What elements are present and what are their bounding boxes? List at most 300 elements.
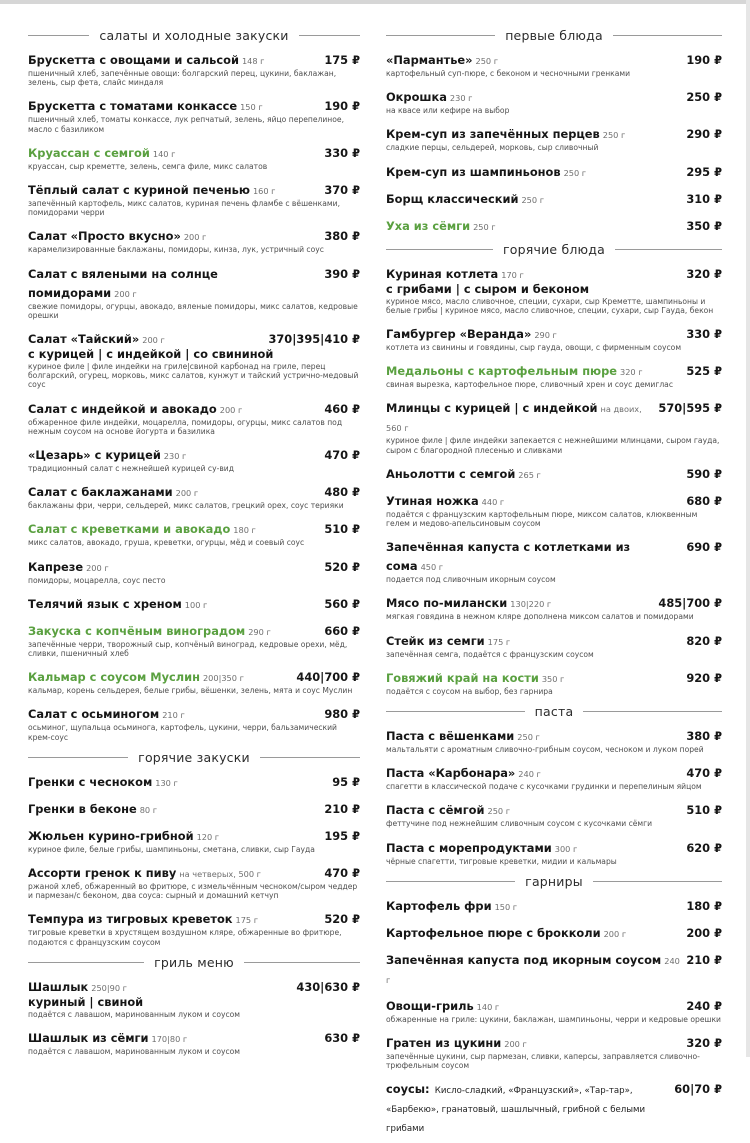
menu-item	[386, 49, 722, 78]
menu-item-price: 180 ₽	[686, 898, 722, 913]
menu-item-weight: 130|220 г	[510, 599, 552, 610]
menu-item-heading	[386, 799, 510, 818]
top-edge-shadow	[0, 0, 750, 4]
menu-item-heading	[386, 762, 541, 781]
right-column	[386, 24, 722, 1143]
menu-item	[386, 123, 722, 152]
menu-item-row	[386, 799, 722, 818]
menu-item	[386, 667, 722, 696]
menu-item-weight: 120 г	[196, 831, 220, 842]
menu-item-name: Картофельное пюре с брокколи	[386, 925, 601, 940]
menu-item-weight: 200 г	[114, 288, 137, 299]
menu-item-name: Брускетта с томатами конкассе	[28, 99, 238, 114]
menu-item	[28, 666, 360, 695]
menu-item-heading	[28, 444, 186, 463]
menu-item-name: Уха из сёмги	[386, 218, 471, 233]
menu-item-heading	[386, 922, 626, 941]
menu-item-price: 525 ₽	[686, 364, 722, 379]
menu-item-name: Куриная котлета	[386, 266, 499, 281]
menu-item-price: 510 ₽	[324, 522, 360, 537]
menu-item-name: Млинцы с курицей | с индейкой	[386, 401, 598, 416]
menu-item	[386, 837, 722, 866]
menu-item-row	[386, 667, 722, 686]
menu-item-heading	[28, 263, 320, 301]
sauces-label: соусы:	[386, 1082, 430, 1097]
menu-item	[386, 995, 722, 1024]
menu-item-heading	[386, 397, 654, 435]
menu-item-row	[386, 630, 722, 649]
menu-item-name: Темпура из тигровых креветок	[28, 912, 233, 927]
section-header	[386, 874, 722, 889]
menu-item	[28, 179, 360, 217]
menu-item-description: на квасе или кефире на выбор	[386, 106, 510, 116]
menu-item	[28, 862, 360, 900]
menu-item-heading	[386, 837, 577, 856]
menu-item-price: 520 ₽	[324, 559, 360, 574]
menu-item-description: картофельный суп-пюре, с беконом и чесночными гренками	[386, 69, 631, 78]
menu-item-heading	[386, 360, 643, 379]
menu-item-description: обжаренные на гриле: цукини, баклажан, шампиньоны, черри и кедровые орешки	[386, 1014, 721, 1024]
section-divider	[299, 35, 360, 36]
menu-item-heading	[386, 630, 510, 649]
section-divider	[28, 35, 89, 36]
menu-item	[28, 703, 360, 741]
menu-item-description: спагетти в классической подаче с кусочками грудинки и перепелиным яйцом	[386, 782, 702, 792]
menu-item-heading	[28, 593, 207, 612]
menu-item-weight: 200 г	[603, 928, 627, 939]
menu-item-price: 570|595 ₽	[658, 401, 722, 416]
menu-item-description: подаётся с лавашом, маринованным луком и соусом	[28, 1047, 241, 1057]
menu-item-heading	[386, 592, 551, 611]
menu-item-name: Салат с вялеными на солнце помидорами	[28, 266, 218, 300]
menu-item-name: Паста с вёшенками	[386, 729, 515, 744]
menu-item	[28, 444, 360, 473]
menu-item-weight: 250 г	[517, 732, 540, 743]
menu-item-weight: на двоих, 560 г	[386, 404, 642, 434]
menu-item-weight: 200 г	[175, 488, 199, 499]
menu-item-description: подаётся с лавашом, маринованным луком и соусом	[28, 1009, 241, 1019]
menu-item-row	[28, 556, 360, 575]
menu-item-name: Гренки в беконе	[28, 801, 137, 816]
menu-item-price: 240 ₽	[686, 998, 722, 1013]
menu-item-weight: 210 г	[162, 710, 185, 721]
menu-item-name: Паста «Карбонара»	[386, 766, 516, 781]
menu-item	[28, 142, 360, 171]
menu-item-heading	[386, 667, 564, 686]
menu-item-weight: 150 г	[240, 102, 263, 113]
menu-item-row	[28, 444, 360, 463]
menu-item	[28, 908, 360, 946]
menu-item-row	[386, 1032, 722, 1051]
menu-item-row	[28, 263, 360, 301]
menu-item-name: Паста с морепродуктами	[386, 840, 552, 855]
sauces-item	[386, 1078, 722, 1135]
menu-item-row	[28, 862, 360, 881]
menu-item	[386, 360, 722, 389]
menu-item-row	[28, 908, 360, 927]
menu-item-weight: 320 г	[620, 367, 643, 378]
menu-item-price: 320 ₽	[686, 1036, 722, 1051]
menu-item-price: 370|395|410 ₽	[268, 332, 360, 347]
menu-item-heading	[386, 215, 496, 234]
menu-item-weight: 175 г	[235, 915, 259, 926]
menu-item-weight: 200 г	[219, 404, 243, 415]
menu-item-row	[28, 666, 360, 685]
menu-item-name: Салат с креветками и авокадо	[28, 522, 231, 537]
menu-item	[386, 397, 722, 454]
menu-item-description: запечённые цукини, сыр пармезан, сливки, каперсы, заправляется сливочно-трюфельным соусом	[386, 1052, 700, 1071]
menu-item-description: карамелизированные баклажаны, помидоры, кинза, лук, устричный соус	[28, 245, 324, 255]
menu-item-description: кальмар, корень сельдерея, белые грибы, вёшенки, зелень, мята и соус Муслин	[28, 686, 353, 696]
menu-item-description: феттучине под нежнейшим сливочным соусом с кусочками сёмги	[386, 819, 653, 829]
menu-item	[386, 762, 722, 791]
menu-item-description: котлета из свинины и говядины, сыр гауда, овощи, с фирменным соусом	[386, 343, 682, 353]
menu-item-description: круассан, сыр креметте, зелень, семга филе, микс салатов	[28, 161, 268, 171]
menu-item-heading	[28, 620, 271, 639]
menu-item-row	[386, 837, 722, 856]
menu-item	[386, 725, 722, 754]
menu-item-row	[386, 949, 722, 987]
menu-item-row	[386, 360, 722, 379]
menu-item-row	[28, 976, 360, 995]
menu-item-row	[386, 762, 722, 781]
menu-item-row	[386, 215, 722, 234]
menu-item-heading	[386, 123, 625, 142]
section-divider	[386, 711, 525, 712]
menu-item	[28, 556, 360, 585]
menu-item-price: 690 ₽	[686, 540, 722, 555]
menu-item-name: «Пармантье»	[386, 53, 473, 67]
menu-item-price: 460 ₽	[324, 401, 360, 416]
menu-item-heading	[28, 518, 256, 537]
menu-item-price: 250 ₽	[686, 90, 722, 105]
menu-item-variants: с курицей | с индейкой | со свининой	[28, 347, 274, 362]
menu-item	[386, 799, 722, 828]
menu-item-row	[28, 49, 360, 68]
menu-item-heading	[386, 895, 517, 914]
menu-item-weight: 240 г	[386, 955, 680, 985]
sauces-list: Кисло-сладкий, «Французский», «Тар-тар», «Барбекю», гранатовый, шашлычный, грибной с белыми грибами	[386, 1086, 646, 1135]
menu-item-heading	[28, 142, 175, 161]
menu-item-name: Кальмар с соусом Муслин	[28, 670, 200, 685]
menu-item-row	[28, 620, 360, 639]
menu-item-weight: 150 г	[494, 901, 518, 912]
menu-item-description: подаётся с соусом на выбор, без гарнира	[386, 686, 553, 696]
section-divider	[583, 711, 722, 712]
menu-item-price: 380 ₽	[324, 229, 360, 244]
menu-item	[386, 630, 722, 659]
menu-item-row	[386, 463, 722, 482]
menu-item-name: Аньолотти с семгой	[386, 466, 516, 481]
menu-item-heading	[28, 798, 157, 817]
section-divider	[244, 962, 360, 963]
menu-item-description: куриное мясо, масло сливочное, специи, сухари, сыр Креметте, шампиньоны и белые грибы | куриное мясо, масло сливочное, специи, сухари, сыр Гауда, бекон	[386, 296, 714, 315]
menu-item-description: ржаной хлеб, обжаренный во фритюре, с измельчённым чесноком/сыром чеддер и пармезан/с беконом, два соуса: сырный и домашний кетчуп	[28, 882, 358, 901]
menu-item-weight: 230 г	[449, 93, 473, 104]
menu-item	[386, 263, 722, 315]
menu-item-price: 630 ₽	[324, 1031, 360, 1046]
menu-item	[28, 481, 360, 510]
menu-item-price: 175 ₽	[324, 53, 360, 67]
menu-item	[386, 86, 722, 115]
section-title: первые блюда	[505, 28, 603, 43]
section-title: паста	[534, 704, 574, 720]
menu-item	[28, 593, 360, 612]
menu-item-row	[386, 536, 722, 574]
menu-item-weight: 230 г	[163, 451, 187, 462]
menu-item-heading	[28, 976, 127, 995]
menu-item-description: куриное филе, белые грибы, шампиньоны, сметана, сливки, сыр Гауда	[28, 844, 315, 854]
menu-item-name: Крем-суп из запечённых перцев	[386, 127, 600, 142]
menu-item	[386, 323, 722, 352]
menu-item-weight: 350 г	[541, 673, 565, 684]
menu-item-weight: 200 г	[86, 562, 109, 573]
menu-item-row	[386, 995, 722, 1014]
menu-item-description: традиционный салат с нежнейшей курицей су-вид	[28, 464, 234, 474]
menu-item-price: 370 ₽	[324, 183, 360, 198]
left-column	[28, 24, 360, 1064]
menu-item-description: запечённая семга, подаётся с французским соусом	[386, 649, 594, 659]
menu-item-price: 485|700 ₽	[658, 596, 722, 611]
menu-item-row	[28, 179, 360, 198]
menu-item-row	[28, 593, 360, 612]
menu-item-heading	[28, 49, 264, 68]
menu-item-weight: 200 г	[504, 1039, 527, 1050]
menu-item-heading	[28, 556, 109, 575]
menu-item-variants: куриный | свиной	[28, 994, 144, 1009]
section-header	[386, 242, 722, 257]
menu-item-heading	[28, 666, 244, 685]
menu-item-price: 200 ₽	[686, 925, 722, 940]
menu-item-price: 660 ₽	[324, 623, 360, 638]
menu-item-price: 320 ₽	[686, 266, 722, 281]
menu-item-row	[386, 188, 722, 207]
menu-item-name: Гратен из цукини	[386, 1036, 502, 1051]
section-header	[28, 955, 360, 970]
menu-item-price: 510 ₽	[686, 803, 722, 818]
menu-item-name: Салат «Просто вкусно»	[28, 229, 181, 244]
menu-item	[386, 215, 722, 234]
menu-item-description: свиная вырезка, картофельное пюре, сливочный хрен и соус демиглас	[386, 380, 674, 390]
menu-item-heading	[386, 263, 524, 282]
menu-item-price: 520 ₽	[324, 912, 360, 927]
menu-item-weight: 240 г	[518, 769, 541, 780]
menu-item-row	[28, 771, 360, 790]
menu-item-row	[386, 490, 722, 509]
menu-item-weight: 450 г	[420, 562, 444, 573]
menu-item-price: 480 ₽	[324, 485, 360, 500]
menu-item-heading	[28, 908, 258, 927]
menu-item-heading	[386, 463, 541, 482]
menu-item-price: 680 ₽	[686, 493, 722, 508]
menu-item-weight: 200|350 г	[202, 673, 244, 684]
menu-item-name: Утиная ножка	[386, 493, 479, 508]
menu-item-heading	[386, 995, 499, 1014]
menu-item	[28, 1027, 360, 1056]
section-header	[28, 28, 360, 43]
menu-item-row	[386, 725, 722, 744]
menu-item-heading	[28, 703, 185, 722]
menu-item-description: чёрные спагетти, тигровые креветки, мидии и кальмары	[386, 856, 617, 866]
menu-item-name: Тёплый салат с куриной печенью	[28, 183, 250, 198]
menu-item-description: подаётся с французским картофельным пюре, миксом салатов, клюквенным гелем и медово-апельсиновым соусом	[386, 509, 698, 529]
section-divider	[613, 35, 722, 36]
menu-item-row	[28, 142, 360, 161]
menu-item-weight: 200 г	[183, 232, 207, 243]
menu-item-row	[28, 1027, 360, 1046]
menu-item-heading	[386, 188, 544, 207]
menu-item-heading	[386, 161, 586, 180]
menu-item-name: Жюльен курино-грибной	[28, 828, 194, 843]
menu-item-heading	[386, 949, 682, 987]
menu-item-heading	[386, 323, 557, 342]
menu-item-row	[386, 161, 722, 180]
menu-item-row	[28, 703, 360, 722]
menu-item-row	[386, 895, 722, 914]
menu-item-name: Стейк из семги	[386, 633, 485, 648]
menu-item-heading	[28, 328, 165, 347]
menu-item-weight: 250 г	[563, 167, 587, 178]
menu-item	[386, 463, 722, 482]
menu-item	[28, 798, 360, 817]
menu-item-weight: 250|90 г	[91, 982, 127, 993]
menu-item-heading	[28, 825, 219, 844]
menu-item-weight: 250 г	[473, 221, 496, 232]
menu-item-row	[386, 323, 722, 342]
menu-item-price: 210 ₽	[324, 801, 360, 816]
section-divider	[28, 757, 128, 758]
menu-item	[386, 592, 722, 621]
menu-item-name: Крем-суп из шампиньонов	[386, 164, 561, 179]
menu-item-description: обжаренное филе индейки, моцарелла, помидоры, огурцы, микс салатов под нежным соусом на основе йогурта и базилика	[28, 417, 343, 436]
menu-item-description: мальтальяти с ароматным сливочно-грибным соусом, чесноком и луком порей	[386, 745, 704, 755]
menu-item-row	[28, 518, 360, 537]
menu-item	[28, 328, 360, 390]
menu-item-weight: 250 г	[475, 56, 499, 66]
menu-item-weight: 250 г	[521, 194, 545, 205]
menu-item-price: 190 ₽	[324, 99, 360, 114]
menu-item-name: Гамбургер «Веранда»	[386, 327, 532, 342]
menu-item-price: 310 ₽	[686, 191, 722, 206]
menu-item-price: 210 ₽	[686, 952, 722, 967]
right-edge-shadow	[746, 0, 750, 1057]
menu-item	[28, 263, 360, 320]
menu-item-price: 330 ₽	[324, 145, 360, 160]
section-title: горячие закуски	[138, 749, 250, 765]
menu-item-heading	[386, 86, 472, 105]
menu-item-name: Салат «Тайский»	[28, 332, 140, 347]
menu-item-description: куриное филе | филе индейки на гриле|свиной карбонад на гриле, перец болгарский, огурец, морковь, микс салатов, кунжут и тайский устрично-медовый соус	[28, 362, 359, 390]
menu-item-description: подается под сливочным икорным соусом	[386, 575, 556, 585]
menu-item-row	[28, 798, 360, 817]
menu-item-weight: 130 г	[155, 777, 178, 788]
menu-item-weight: 250 г	[602, 130, 626, 141]
menu-item-price: 820 ₽	[686, 633, 722, 648]
menu-item-name: Капрезе	[28, 559, 84, 574]
menu-item-name: Шашлык	[28, 979, 89, 994]
menu-item-name: Окрошка	[386, 90, 447, 105]
menu-item	[386, 490, 722, 528]
section-divider	[615, 249, 722, 250]
menu-item-row	[28, 481, 360, 500]
menu-item-weight: 175 г	[487, 636, 511, 647]
menu-item-name: Борщ классический	[386, 191, 519, 206]
menu-item-description: куриное филе | филе индейки запекается с нежнейшими млинцами, сыром гауда, сыром с благородной плесенью и сливками	[386, 436, 720, 455]
menu-item-heading	[28, 398, 242, 417]
menu-item-name: Шашлык из сёмги	[28, 1031, 149, 1046]
menu-item-name: Салат с осьминогом	[28, 707, 160, 722]
menu-item-description: пшеничный хлеб, томаты конкассе, лук репчатый, зелень, яйцо перепелиное, масло с базиликом	[28, 115, 344, 134]
menu-item	[28, 95, 360, 133]
menu-item-price: 920 ₽	[686, 670, 722, 685]
menu-item-weight: 290 г	[248, 626, 271, 637]
menu-item-price: 470 ₽	[324, 448, 360, 463]
menu-item-weight: 140 г	[152, 148, 176, 159]
menu-item-description: микс салатов, авокадо, груша, креветки, огурцы, мёд и соевый соус	[28, 538, 305, 548]
menu-item-price: 560 ₽	[324, 596, 360, 611]
menu-item-description: помидоры, моцарелла, соус песто	[28, 575, 166, 585]
menu-item-weight: 80 г	[139, 804, 158, 815]
menu-item-price: 295 ₽	[686, 164, 722, 179]
menu-item-name: Телячий язык с хреном	[28, 596, 182, 611]
menu-item-name: Паста с сёмгой	[386, 803, 485, 818]
section-title: гриль меню	[154, 954, 234, 970]
section-title: горячие блюда	[503, 241, 605, 257]
menu-item-name: Картофель фри	[386, 898, 492, 913]
menu-item-weight: 170 г	[501, 269, 524, 280]
menu-item	[386, 536, 722, 584]
section-divider	[260, 757, 360, 758]
menu-item-weight: 300 г	[554, 843, 578, 854]
menu-item-name: Говяжий край на кости	[386, 670, 539, 685]
section-divider	[386, 249, 493, 250]
menu-item	[28, 620, 360, 658]
menu-item	[28, 225, 360, 254]
section-header	[386, 28, 722, 43]
menu-item-weight: 100 г	[184, 599, 208, 610]
menu-item	[28, 825, 360, 854]
menu-item	[386, 922, 722, 941]
menu-item-row	[28, 328, 360, 347]
menu-item	[386, 188, 722, 207]
menu-item-name: Ассорти гренок к пиву	[28, 866, 177, 881]
menu-item	[28, 398, 360, 436]
menu-item-name: Закуска с копчёным виноградом	[28, 623, 246, 638]
menu-item-price: 440|700 ₽	[296, 670, 360, 685]
menu-item-price: 195 ₽	[324, 828, 360, 843]
menu-item	[28, 771, 360, 790]
menu-item-price: 430|630 ₽	[296, 979, 360, 994]
section-divider	[386, 881, 515, 882]
menu-item-row	[28, 95, 360, 114]
menu-item-weight: на четверых, 500 г	[179, 869, 261, 880]
menu-item	[386, 1032, 722, 1070]
menu-item-description: осьминог, щупальца осьминога, картофель, цукини, черри, бальзамический крем-соус	[28, 723, 337, 742]
menu-item	[386, 161, 722, 180]
menu-item-price: 380 ₽	[686, 729, 722, 744]
section-title: гарниры	[525, 873, 583, 889]
menu-item-weight: 200 г	[142, 335, 165, 346]
menu-item-heading	[386, 725, 540, 744]
section-title: салаты и холодные закуски	[99, 28, 289, 43]
menu-item-heading	[28, 862, 261, 881]
menu-item-heading	[386, 536, 682, 574]
menu-item-description: запечённый картофель, микс салатов, куриная печень фламбе с вёшенками, помидорами черри	[28, 199, 340, 218]
menu-item-name: Мясо по-милански	[386, 596, 508, 611]
menu-item-price: 350 ₽	[686, 218, 722, 233]
menu-item	[28, 518, 360, 547]
menu-item-weight: 440 г	[481, 496, 505, 507]
